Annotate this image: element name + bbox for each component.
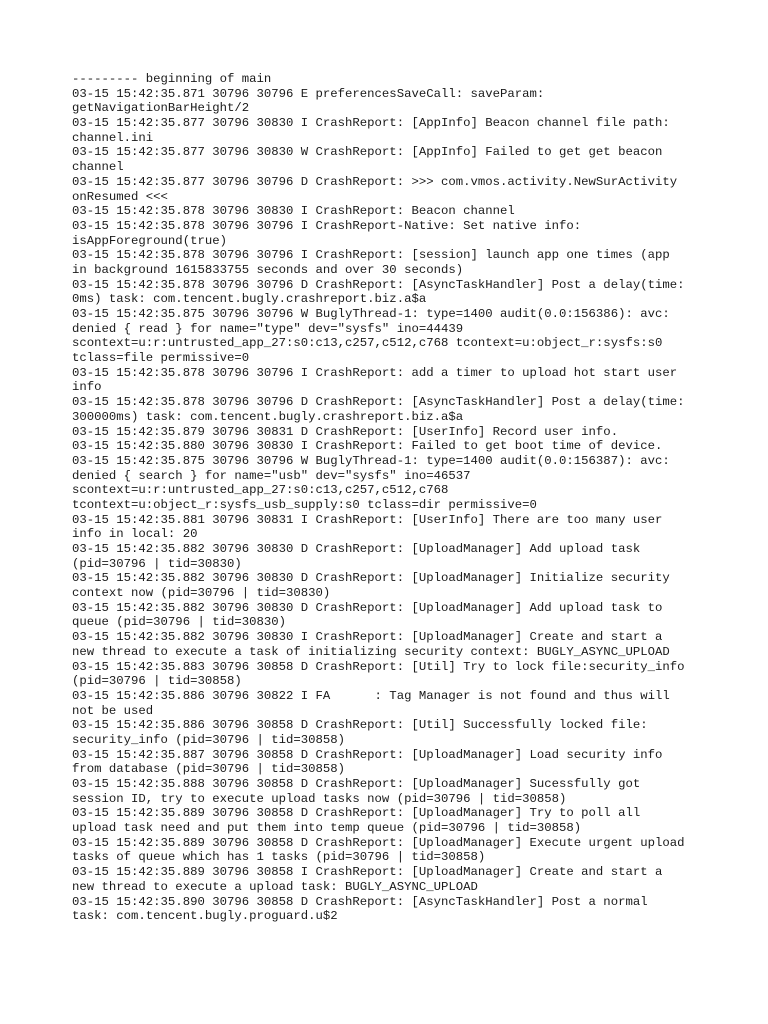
log-line: 03-15 15:42:35.878 30796 30796 I CrashReport-Native: Set native info: xyxy=(72,218,582,233)
log-line: 03-15 15:42:35.887 30796 30858 D CrashReport: [UploadManager] Load security info xyxy=(72,747,663,762)
log-line: new thread to execute a upload task: BUGLY_ASYNC_UPLOAD xyxy=(72,879,478,894)
log-line: security_info (pid=30796 | tid=30858) xyxy=(72,732,346,747)
log-line: 03-15 15:42:35.875 30796 30796 W BuglyThread-1: type=1400 audit(0.0:156387): avc: xyxy=(72,453,670,468)
log-line: 03-15 15:42:35.878 30796 30830 I CrashReport: Beacon channel xyxy=(72,204,515,219)
log-line: session ID, try to execute upload tasks now (pid=30796 | tid=30858) xyxy=(72,791,567,806)
log-line: 03-15 15:42:35.881 30796 30831 I CrashReport: [UserInfo] There are too many user xyxy=(72,512,663,527)
log-line: 03-15 15:42:35.878 30796 30796 D CrashReport: [AsyncTaskHandler] Post a delay(time: xyxy=(72,277,685,292)
log-line: upload task need and put them into temp queue (pid=30796 | tid=30858) xyxy=(72,821,582,836)
log-line: denied { read } for name="type" dev="sysfs" ino=44439 xyxy=(72,321,464,336)
log-line: 03-15 15:42:35.890 30796 30858 D CrashReport: [AsyncTaskHandler] Post a normal xyxy=(72,894,648,909)
log-line: (pid=30796 | tid=30830) xyxy=(72,556,242,571)
log-line: 03-15 15:42:35.889 30796 30858 D CrashReport: [UploadManager] Execute urgent upload xyxy=(72,835,685,850)
log-line: --------- beginning of main xyxy=(72,72,272,86)
log-line: tcontext=u:object_r:sysfs_usb_supply:s0 tclass=dir permissive=0 xyxy=(72,497,537,512)
log-line: queue (pid=30796 | tid=30830) xyxy=(72,615,287,630)
log-line: 03-15 15:42:35.879 30796 30831 D CrashReport: [UserInfo] Record user info. xyxy=(72,424,619,439)
log-line: 03-15 15:42:35.882 30796 30830 D CrashReport: [UploadManager] Initialize security xyxy=(72,571,670,586)
log-text-block xyxy=(72,72,712,924)
log-line: 03-15 15:42:35.888 30796 30858 D CrashReport: [UploadManager] Sucessfully got xyxy=(72,777,641,791)
log-line: context now (pid=30796 | tid=30830) xyxy=(72,586,331,601)
log-line: info xyxy=(72,380,102,395)
log-line: scontext=u:r:untrusted_app_27:s0:c13,c257,c512,c768 tcontext=u:object_r:sysfs:s0 xyxy=(72,336,663,351)
log-line: 03-15 15:42:35.883 30796 30858 D CrashReport: [Util] Try to lock file:security_info xyxy=(72,659,685,674)
log-line: 03-15 15:42:35.877 30796 30830 I CrashReport: [AppInfo] Beacon channel file path: xyxy=(72,116,670,131)
log-line: scontext=u:r:untrusted_app_27:s0:c13,c257,c512,c768 xyxy=(72,483,449,498)
log-line: tclass=file permissive=0 xyxy=(72,351,250,366)
log-line: in background 1615833755 seconds and over 30 seconds) xyxy=(72,262,464,277)
log-line: 03-15 15:42:35.880 30796 30830 I CrashReport: Failed to get boot time of device. xyxy=(72,439,663,454)
log-line: tasks of queue which has 1 tasks (pid=30796 | tid=30858) xyxy=(72,850,486,865)
log-line: isAppForeground(true) xyxy=(72,233,227,248)
log-line: onResumed <<< xyxy=(72,189,168,204)
log-line: channel xyxy=(72,160,124,175)
log-line: 03-15 15:42:35.871 30796 30796 E preferencesSaveCall: saveParam: xyxy=(72,86,545,101)
log-line: 03-15 15:42:35.877 30796 30796 D CrashReport: >>> com.vmos.activity.NewSurActivity xyxy=(72,174,678,189)
log-line: denied { search } for name="usb" dev="sysfs" ino=46537 xyxy=(72,468,471,483)
log-line: not be used xyxy=(72,703,154,718)
log-line: 03-15 15:42:35.882 30796 30830 I CrashReport: [UploadManager] Create and start a xyxy=(72,630,663,645)
log-line: 03-15 15:42:35.875 30796 30796 W BuglyThread-1: type=1400 audit(0.0:156386): avc: xyxy=(72,307,670,321)
log-line: 03-15 15:42:35.886 30796 30822 I FA : Tag Manager is not found and thus will xyxy=(72,688,670,703)
log-line: info in local: 20 xyxy=(72,527,198,542)
log-line: 03-15 15:42:35.882 30796 30830 D CrashReport: [UploadManager] Add upload task xyxy=(72,542,641,556)
log-line: 03-15 15:42:35.889 30796 30858 I CrashReport: [UploadManager] Create and start a xyxy=(72,865,663,880)
log-line: 03-15 15:42:35.889 30796 30858 D CrashReport: [UploadManager] Try to poll all xyxy=(72,806,641,821)
log-line: 03-15 15:42:35.878 30796 30796 I CrashReport: [session] launch app one times (app xyxy=(72,248,670,263)
log-line: getNavigationBarHeight/2 xyxy=(72,101,250,116)
log-line: 03-15 15:42:35.882 30796 30830 D CrashReport: [UploadManager] Add upload task to xyxy=(72,600,663,615)
log-line: from database (pid=30796 | tid=30858) xyxy=(72,762,346,777)
log-line: 03-15 15:42:35.878 30796 30796 D CrashReport: [AsyncTaskHandler] Post a delay(time: xyxy=(72,395,685,410)
log-line: (pid=30796 | tid=30858) xyxy=(72,674,242,689)
log-line: 03-15 15:42:35.877 30796 30830 W CrashReport: [AppInfo] Failed to get get beacon xyxy=(72,145,663,160)
log-line: 300000ms) task: com.tencent.bugly.crashreport.biz.a$a xyxy=(72,409,464,424)
log-line: 0ms) task: com.tencent.bugly.crashreport.biz.a$a xyxy=(72,292,427,307)
log-line: 03-15 15:42:35.886 30796 30858 D CrashReport: [Util] Successfully locked file: xyxy=(72,718,648,733)
log-line: channel.ini xyxy=(72,130,154,145)
log-line: new thread to execute a task of initializing security context: BUGLY_ASYNC_UPLOAD xyxy=(72,644,670,659)
log-line: task: com.tencent.bugly.proguard.u$2 xyxy=(72,909,338,924)
log-line: 03-15 15:42:35.878 30796 30796 I CrashReport: add a timer to upload hot start user xyxy=(72,365,678,380)
